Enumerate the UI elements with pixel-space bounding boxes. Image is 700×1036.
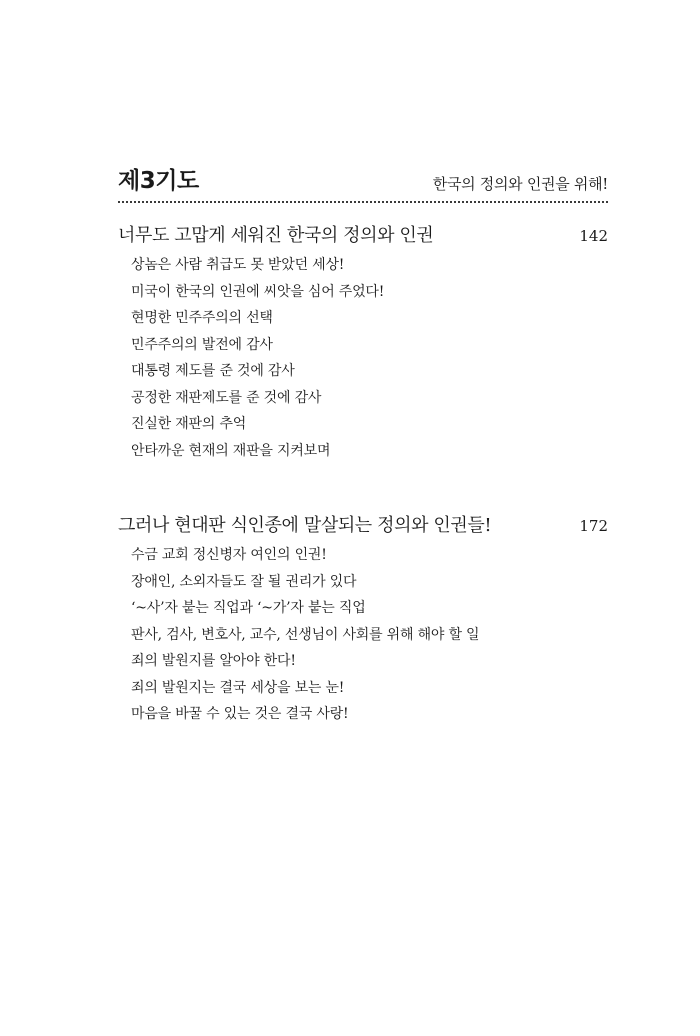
section-item[interactable]: 민주주의의 발전에 감사 [131, 336, 273, 353]
section-item[interactable]: 현명한 민주주의의 선택 [131, 310, 273, 326]
section-item[interactable]: 죄의 발원지는 결국 세상을 보는 눈! [131, 679, 345, 696]
section-item[interactable]: 공정한 재판제도를 준 것에 감사 [131, 389, 322, 406]
section-item[interactable]: 마음을 바꿀 수 있는 것은 결국 사랑! [131, 706, 349, 722]
section-item[interactable]: 진실한 재판의 추억 [131, 416, 247, 432]
chapter-page-number: 172 [579, 517, 608, 535]
part-subtitle: 한국의 정의와 인권을 위해! [432, 175, 608, 193]
section-item[interactable]: 죄의 발원지를 알아야 한다! [131, 653, 296, 669]
chapter-title: 너무도 고맙게 세워진 한국의 정의와 인권 [118, 225, 434, 246]
section-item[interactable]: ‘~사’자 붙는 직업과 ‘~가’자 붙는 직업 [131, 600, 366, 616]
section-item[interactable]: 장애인, 소외자들도 잘 될 권리가 있다 [131, 573, 357, 590]
toc-chapter-2 [118, 512, 608, 728]
toc-chapter-1 [118, 222, 608, 464]
section-item[interactable]: 상놈은 사람 취급도 못 받았던 세상! [131, 257, 345, 273]
chapter-heading[interactable] [118, 222, 608, 252]
part-header [118, 166, 608, 202]
section-item[interactable]: 미국이 한국의 인권에 씨앗을 심어 주었다! [131, 283, 385, 300]
section-item[interactable]: 판사, 검사, 변호사, 교수, 선생님이 사회를 위해 해야 할 일 [131, 626, 480, 643]
section-list [118, 252, 608, 464]
chapter-page-number: 142 [579, 227, 608, 245]
dotted-divider [118, 201, 608, 203]
chapter-heading[interactable] [118, 512, 608, 542]
section-item[interactable]: 대통령 제도를 준 것에 감사 [131, 363, 295, 379]
section-item[interactable]: 안타까운 현재의 재판을 지켜보며 [131, 442, 331, 459]
chapter-title: 그러나 현대판 식인종에 말살되는 정의와 인권들! [118, 515, 492, 536]
part-title: 제3기도 [118, 168, 199, 194]
section-item[interactable]: 수금 교회 정신병자 여인의 인권! [131, 547, 327, 563]
section-list [118, 542, 608, 728]
